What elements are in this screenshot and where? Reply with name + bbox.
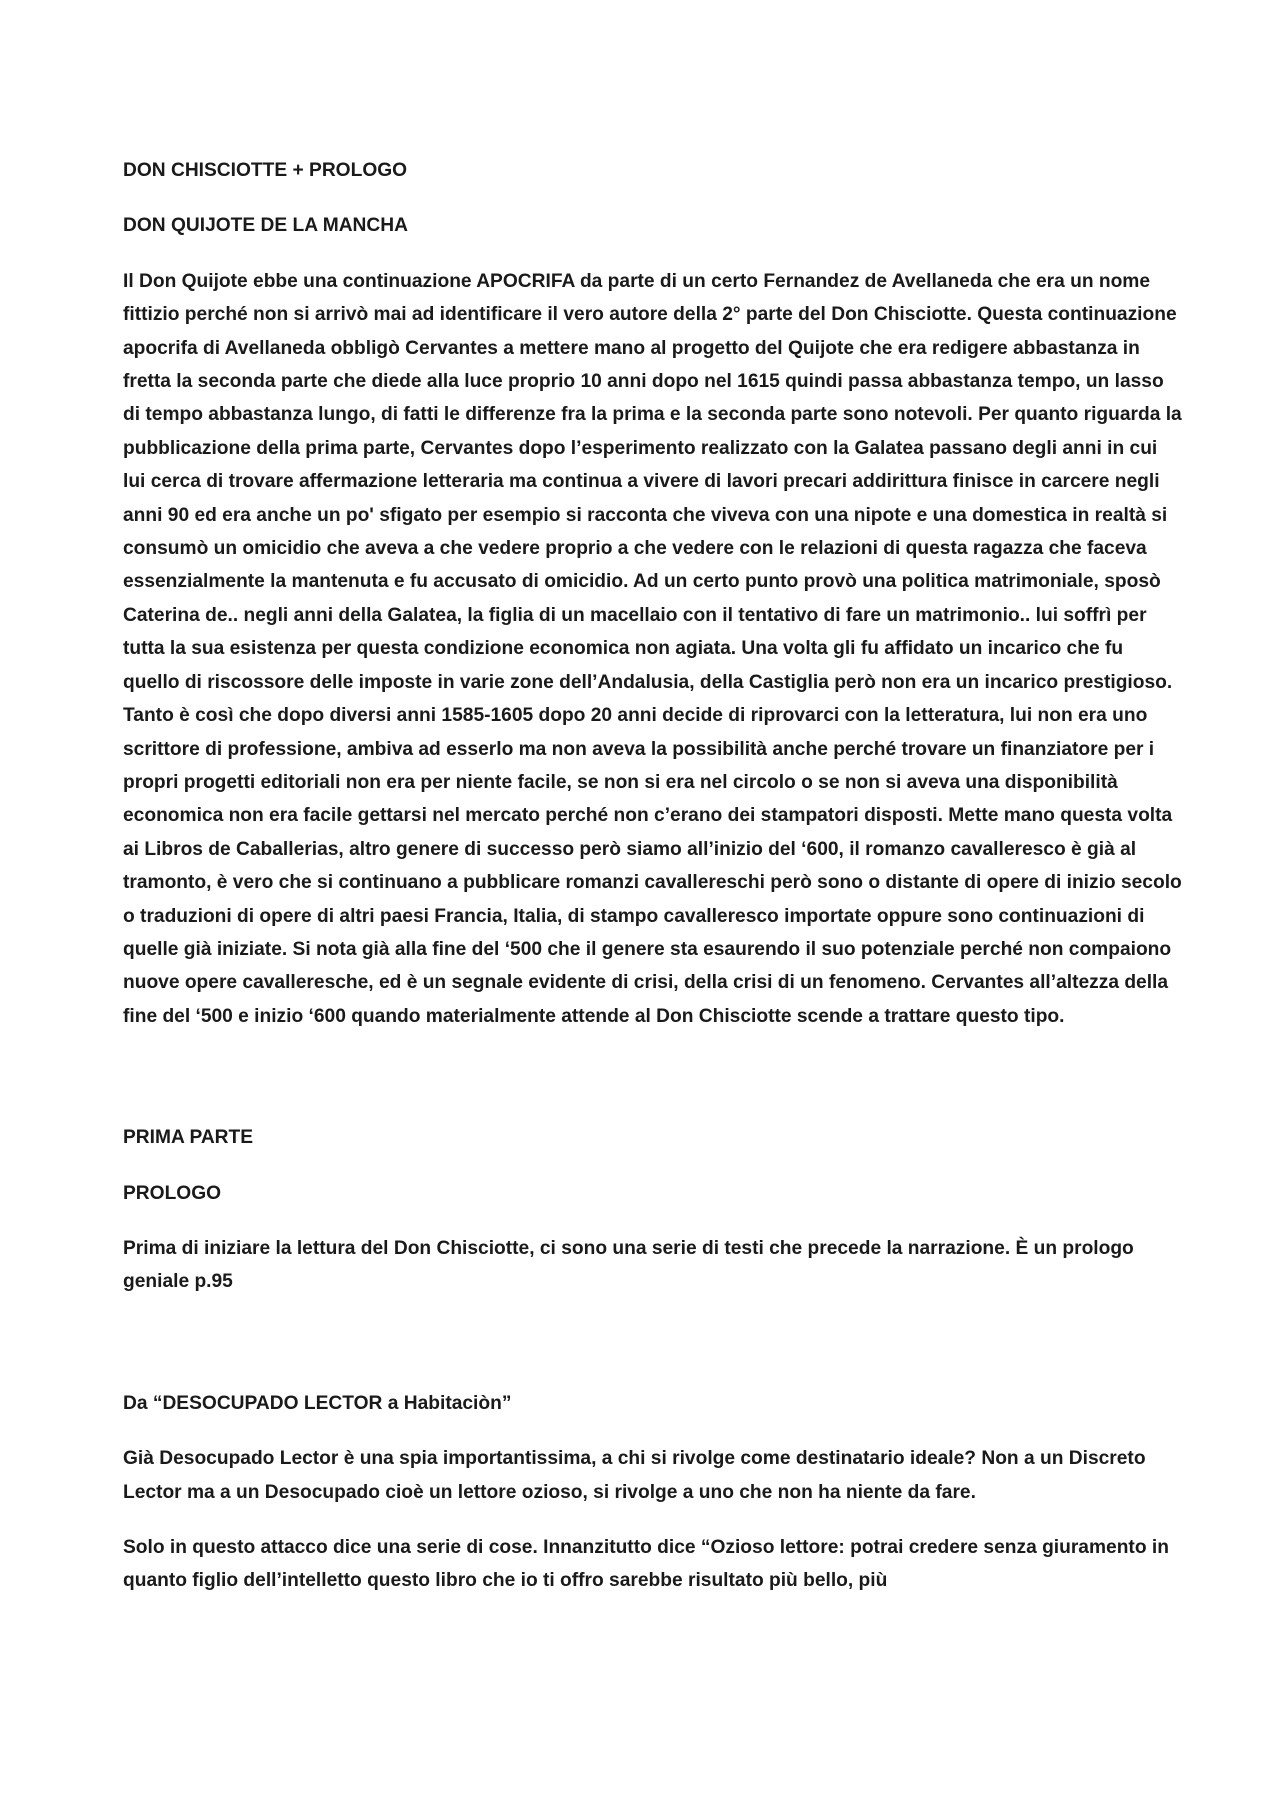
quote-paragraph-1: Già Desocupado Lector è una spia importantissima, a chi si rivolge come destinatario ideale? Non a un Discreto Lector ma a un Desocupado cioè un lettore ozioso, si rivolge a uno che non ha niente da fare. bbox=[123, 1448, 1146, 1503]
section-prima-parte: PRIMA PARTE bbox=[123, 1127, 254, 1149]
section-prologo: PROLOGO bbox=[123, 1182, 222, 1204]
document-title: DON CHISCIOTTE + PROLOGO bbox=[123, 160, 408, 181]
intro-paragraph: Il Don Quijote ebbe una continuazione APOCRIFA da parte di un certo Fernandez de Avellaneda che era un nome fittizio perché non si arrivò mai ad identificare il vero autore della 2° parte del Don Chisciotte. Questa continuazione apocrifa di Avellaneda obbligò Cervantes a mettere mano al progetto del Quijote che era redigere abbastanza in fretta la seconda parte che diede alla luce proprio 10 anni dopo nel 1615 quindi passa abbastanza tempo, un lasso di tempo abbastanza lungo, di fatti le differenze fra la prima e la seconda parte sono notevoli. Per quanto riguarda la pubblicazione della prima parte, Cervantes dopo l’esperimento realizzato con la Galatea passano degli anni in cui lui cerca di trovare affermazione letteraria ma continua a vivere di lavori precari addirittura finisce in carcere negli anni 90 ed era anche un po' sfigato per esempio si racconta che viveva con una nipote e una domestica in realtà si consumò un omicidio che aveva a che vedere proprio a che vedere con le relazioni di questa ragazza che faceva essenzialmente la mantenuta e fu accusato di omicidio. Ad un certo punto provò una politica matrimoniale, sposò Caterina de.. negli anni della Galatea, la figlia di un macellaio con il tentativo di fare un matrimonio.. lui soffrì per tutta la sua esistenza per questa condizione economica non agiata. Una volta gli fu affidato un incarico che fu quello di riscossore delle imposte in varie zone dell’Andalusia, della Castiglia però non era un incarico prestigioso. Tanto è così che dopo diversi anni 1585-1605 dopo 20 anni decide di riprovarci con la letteratura, lui non era uno scrittore di professione, ambiva ad esserlo ma non aveva la possibilità anche perché trovare un finanziatore per i propri progetti editoriali non era per niente facile, se non si era nel circolo o se non si aveva una disponibilità economica non era facile gettarsi nel mercato perché non c’erano dei stampatori disposti. Mette mano questa volta ai Libros de Caballerias, altro genere di successo però siamo all’inizio del ‘600, il romanzo cavalleresco è già al tramonto, è vero che si continuano a pubblicare romanzi cavallereschi però sono o distante di opere di inizio secolo o traduzioni di opere di altri paesi Francia, Italia, di stampo cavalleresco importate oppure sono continuazioni di quelle già iniziate. Si nota già alla fine del ‘500 che il genere sta esaurendo il suo potenziale perché non compaiono nuove opere cavalleresche, ed è un segnale evidente di crisi, della crisi di un fenomeno. Cervantes all’altezza della fine del ‘500 e inizio ‘600 quando materialmente attende al Don Chisciotte scende a trattare questo tipo. bbox=[123, 270, 1182, 1027]
document-body bbox=[123, 154, 1183, 1598]
quote-paragraph-2: Solo in questo attacco dice una serie di cose. Innanzitutto dice “Ozioso lettore: potrai credere senza giuramento in quanto figlio dell’intelletto questo libro che io ti offro sarebbe risultato più bello, più bbox=[123, 1537, 1169, 1592]
prologue-paragraph: Prima di iniziare la lettura del Don Chisciotte, ci sono una serie di testi che precede la narrazione. È un prologo geniale p.95 bbox=[123, 1237, 1134, 1293]
document-subtitle: DON QUIJOTE DE LA MANCHA bbox=[123, 215, 408, 237]
quote-heading: Da “DESOCUPADO LECTOR a Habitaciòn” bbox=[123, 1392, 512, 1414]
